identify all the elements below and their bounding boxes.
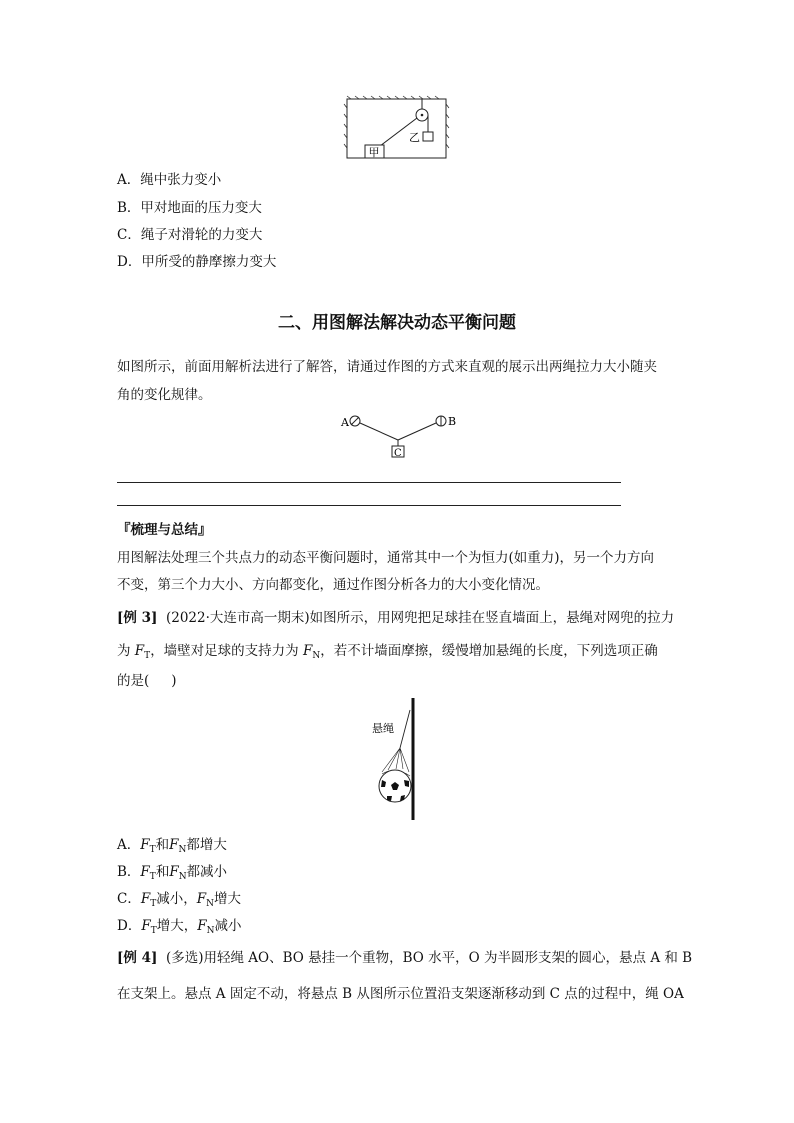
example3-line-3: 的是( ) [117, 673, 177, 689]
example3-option-b: B．$F_T$和$F_N$都减小 [117, 864, 228, 882]
football-figure [370, 696, 420, 822]
summary-line-1: 用图解法处理三个共点力的动态平衡问题时，通常其中一个为恒力(如重力)，另一个力方向 [117, 550, 655, 566]
label-c: C [394, 448, 402, 459]
example4-tag: [例 4] [117, 950, 158, 966]
summary-line-2: 不变，第三个力大小、方向都变化，通过作图分析各力的大小变化情况。 [117, 577, 549, 593]
summary-heading: 『梳理与总结』 [117, 522, 212, 538]
example3-option-c: C．$F_T$减小，$F_N$增大 [117, 891, 241, 909]
example3-option-a: A．$F_T$和$F_N$都增大 [117, 837, 227, 855]
pulley-figure [340, 94, 452, 162]
example3-option-d: D．$F_T$增大，$F_N$减小 [117, 918, 242, 936]
example4-line-1: [例 4] (多选)用轻绳 AO、BO 悬挂一个重物，BO 水平，O 为半圆形支架的圆心，悬点 A 和 B [117, 950, 693, 966]
figure-label-rope: 悬绳 [372, 722, 394, 735]
example4-line-2: 在支架上。悬点 A 固定不动，将悬点 B 从图所示位置沿支架逐渐移动到 C 点的过程中，绳 OA [117, 986, 684, 1002]
option-d: D．甲所受的静摩擦力变大 [117, 254, 277, 270]
option-a: A．绳中张力变小 [117, 172, 222, 188]
label-b: B [448, 415, 457, 428]
example3-tag: [例 3] [117, 610, 158, 626]
option-b: B．甲对地面的压力变大 [117, 200, 262, 216]
section-title: 二、用图解法解决动态平衡问题 [278, 313, 516, 333]
intro-line-1: 如图所示，前面用解析法进行了解答，请通过作图的方式来直观的展示出两绳拉力大小随夹 [117, 359, 657, 375]
label-jia: 甲 [368, 146, 380, 159]
answer-line-2 [117, 505, 621, 506]
suspension-figure [338, 410, 462, 460]
example3-line-2: 为 $F_T$，墙壁对足球的支持力为 $F_N$，若不计墙面摩擦，缓慢增加悬绳的长度，下列选项正确 [117, 643, 658, 661]
option-c: C．绳子对滑轮的力变大 [117, 227, 263, 243]
example3-line-1: [例 3] (2022·大连市高一期末)如图所示，用网兜把足球挂在竖直墙面上，悬绳对网兜的拉力 [117, 610, 675, 626]
intro-line-2: 角的变化规律。 [117, 387, 212, 403]
label-yi: 乙 [409, 131, 420, 144]
answer-line-1 [117, 482, 621, 483]
label-a: A [341, 416, 349, 429]
